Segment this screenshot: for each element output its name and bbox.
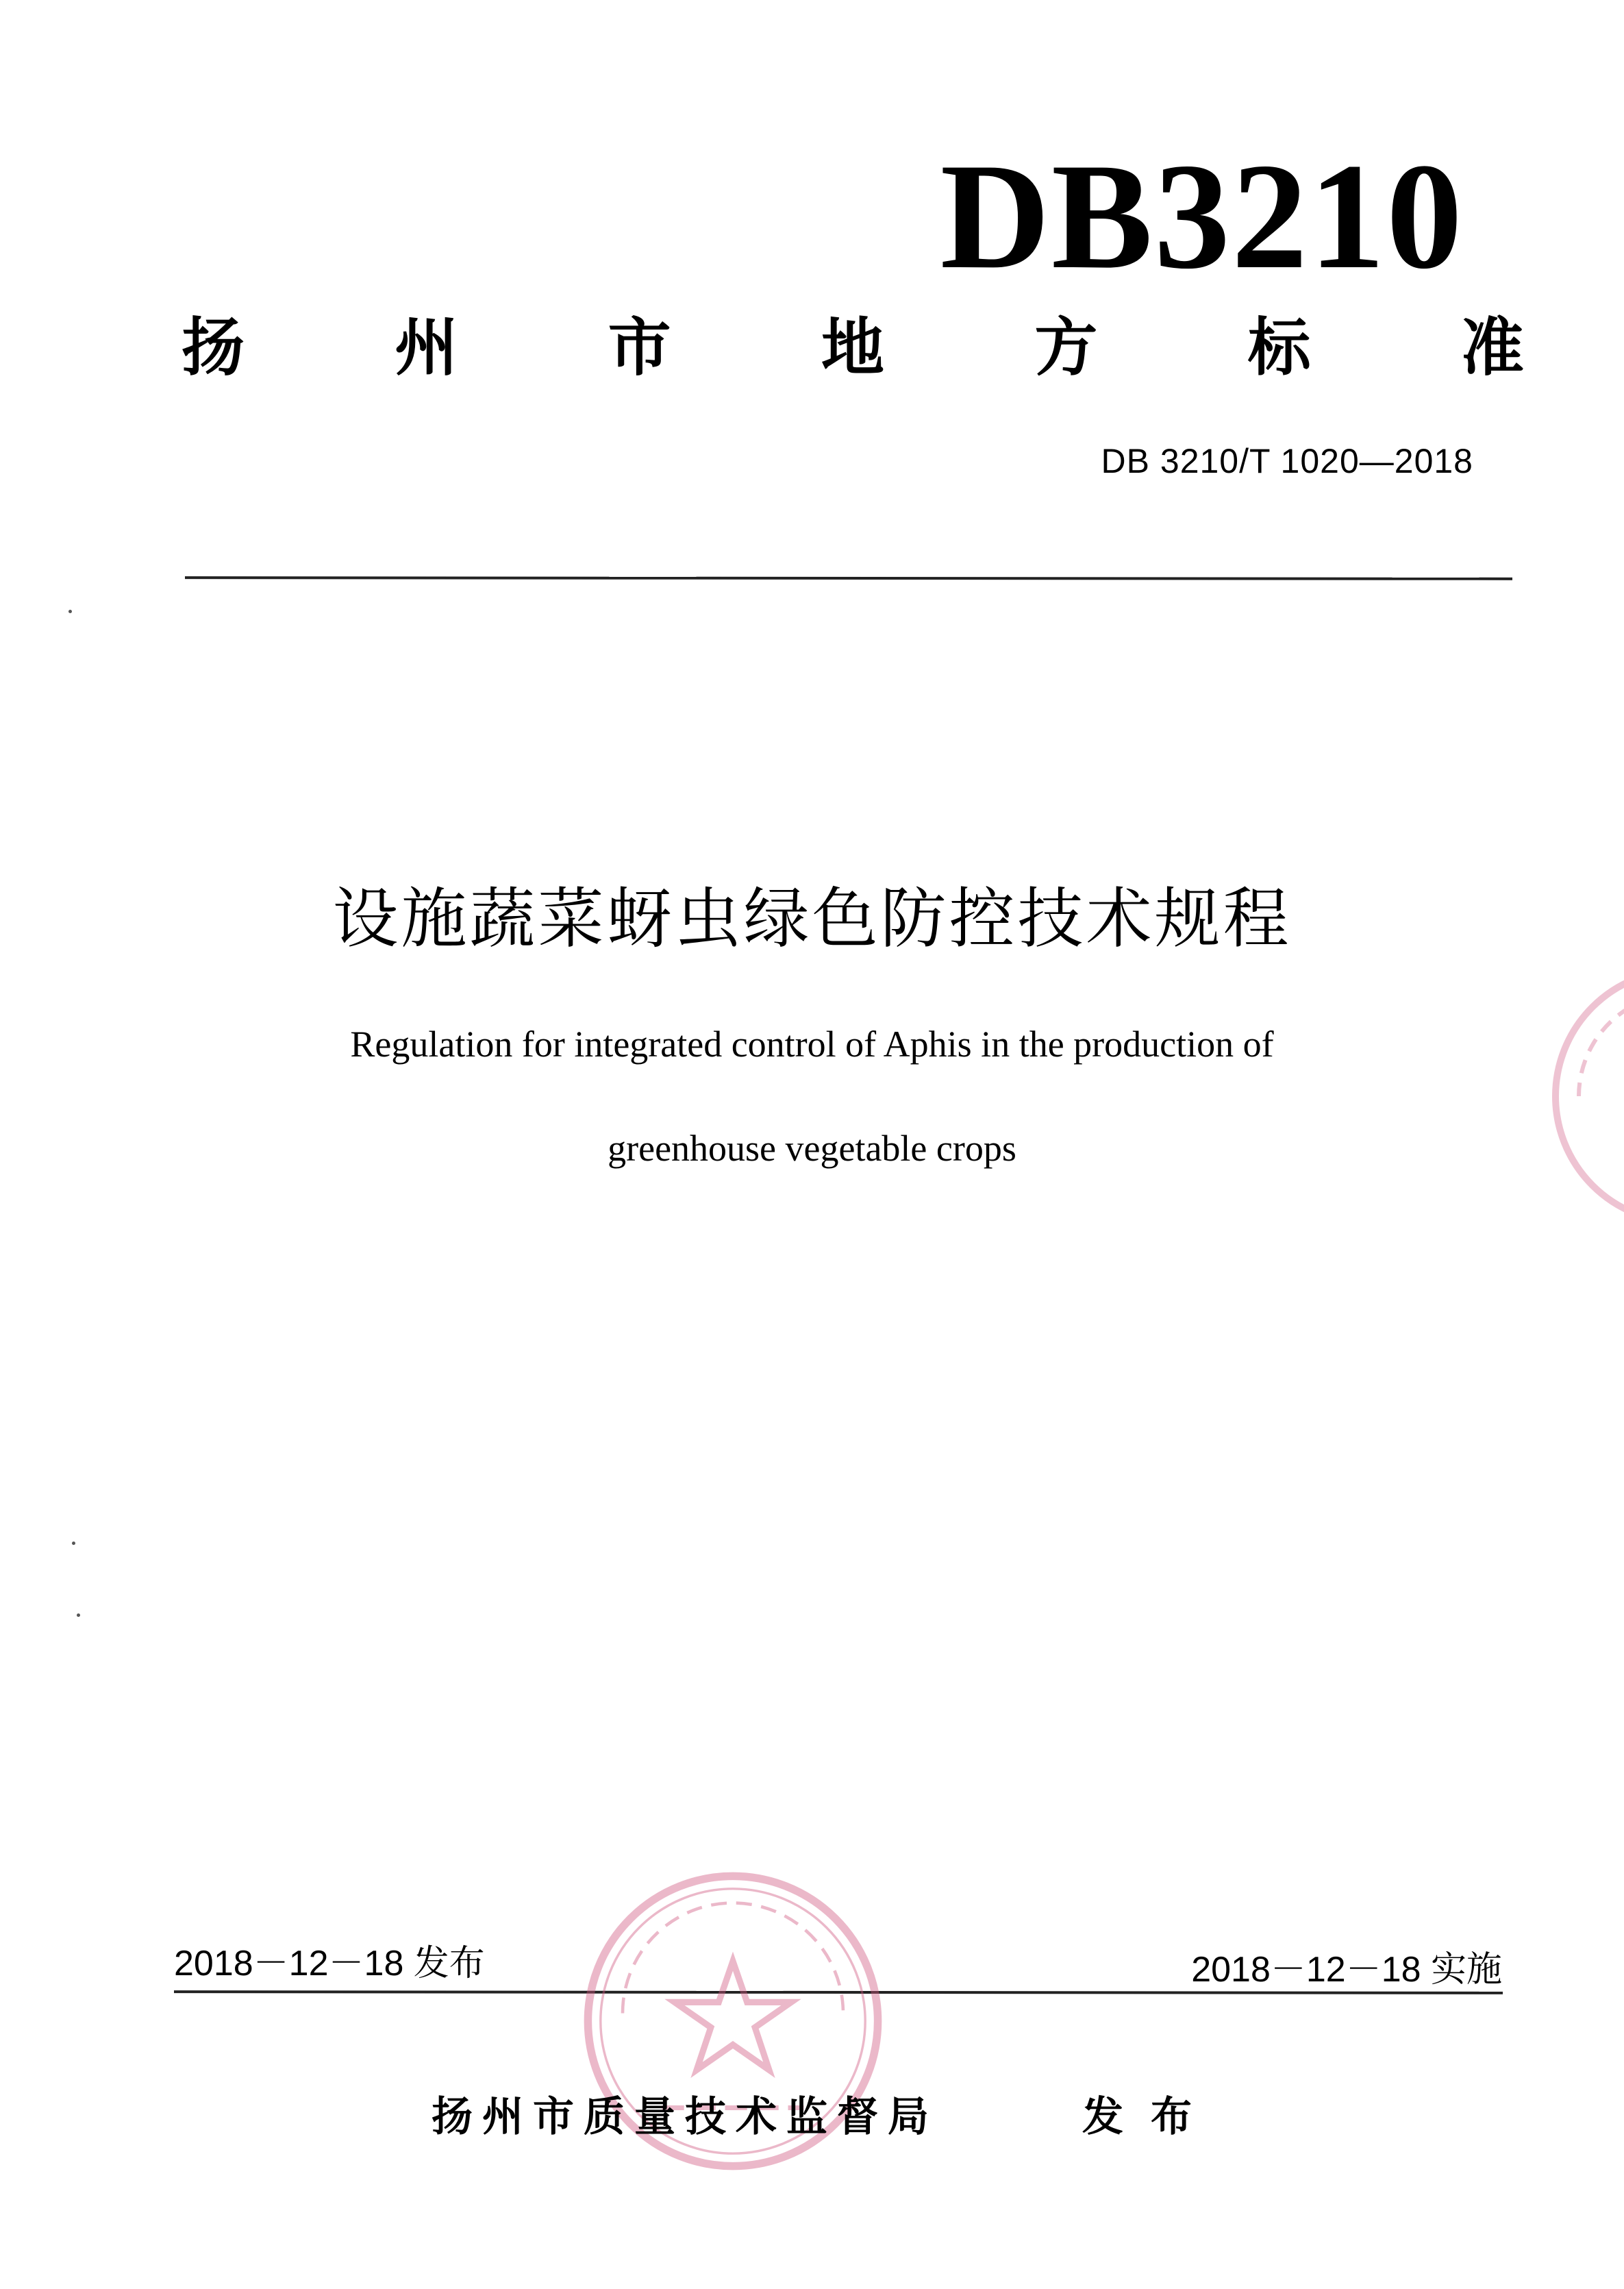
type-char: 地 [821,311,884,384]
publish-date: 2018－12－18 发布 [174,1944,485,1983]
standard-type-title [182,311,1524,384]
implement-date: 2018－12－18 实施 [1191,1950,1502,1990]
standard-code: DB3210 [940,132,1464,301]
type-char: 准 [1460,311,1524,384]
type-char: 扬 [182,311,245,384]
chinese-title: 设施蔬菜蚜虫绿色防控技术规程 [332,880,1292,957]
scan-speck [72,1542,75,1545]
type-char: 州 [395,311,458,384]
type-char: 市 [608,311,671,384]
scan-speck [68,610,72,613]
type-char: 方 [1034,311,1098,384]
type-char: 标 [1247,311,1311,384]
header-divider [185,576,1512,580]
issue-label: 发布 [1082,2093,1219,2141]
english-title-line-2: greenhouse vegetable crops [608,1128,1016,1169]
edge-seal-icon [1545,959,1624,1233]
english-title-line-1: Regulation for integrated control of Aphis in the production of [350,1024,1274,1065]
scan-speck [77,1613,80,1617]
issuing-authority: 扬州市质量技术监督局 [432,2093,938,2141]
standard-number: DB 3210/T 1020—2018 [1101,442,1473,480]
